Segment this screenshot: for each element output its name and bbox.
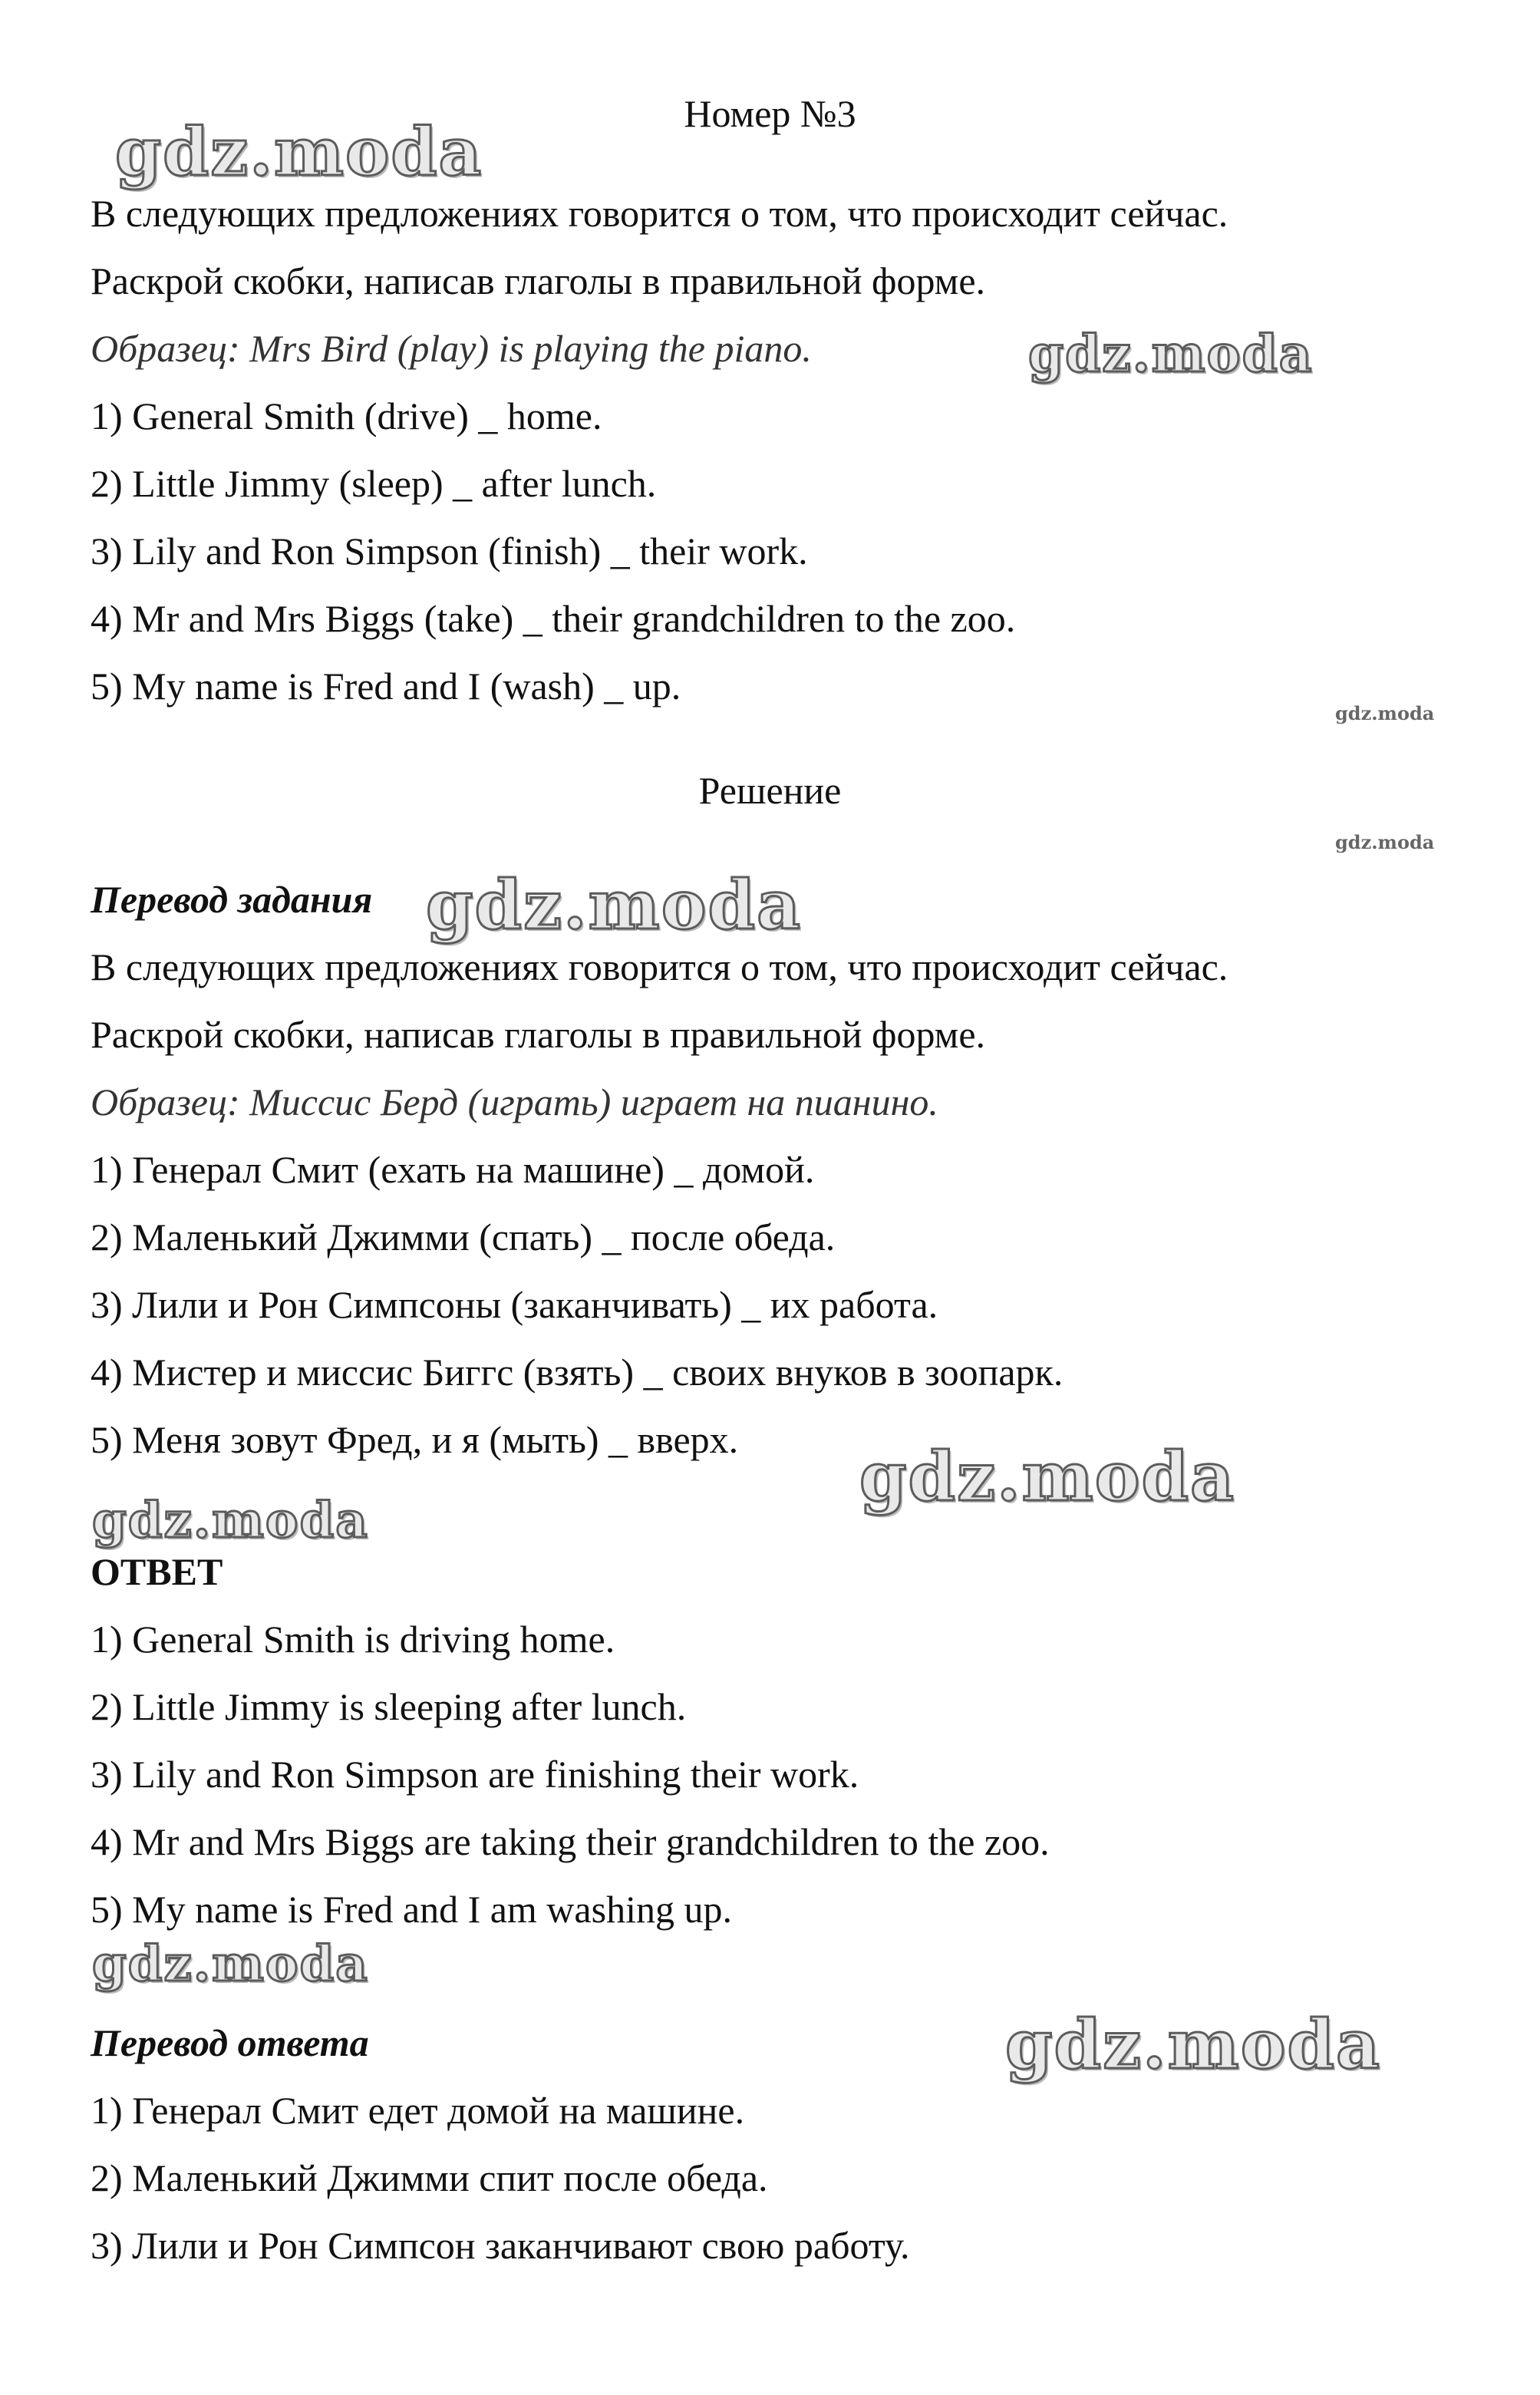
task-item: 2) Little Jimmy (sleep) _ after lunch. xyxy=(91,462,657,505)
answer-translation-item: 1) Генерал Смит едет домой на машине. xyxy=(91,2089,745,2132)
translation-item: 5) Меня зовут Фред, и я (мыть) _ вверх. xyxy=(91,1418,739,1461)
task-example: Образец: Mrs Bird (play) is playing the piano. xyxy=(91,327,812,370)
translation-heading: Перевод задания xyxy=(91,878,373,921)
translation-item: 4) Мистер и миссис Биггс (взять) _ своих внуков в зоопарк. xyxy=(91,1351,1063,1394)
answer-item: 2) Little Jimmy is sleeping after lunch. xyxy=(91,1685,687,1728)
task-item: 3) Lily and Ron Simpson (finish) _ their work. xyxy=(91,529,808,572)
page-title: Номер №3 xyxy=(684,92,856,135)
answer-item: 1) General Smith is driving home. xyxy=(91,1618,615,1661)
watermark-medium: gdz.moda xyxy=(92,1492,369,1549)
watermark-large: gdz.moda xyxy=(859,1437,1236,1516)
answer-item: 4) Mr and Mrs Biggs are taking their grandchildren to the zoo. xyxy=(91,1820,1050,1863)
task-instruction-2: Раскрой скобки, написав глаголы в правильной форме. xyxy=(91,259,986,302)
translation-item: 1) Генерал Смит (ехать на машине) _ домой. xyxy=(91,1148,815,1191)
watermark-large: gdz.moda xyxy=(1005,2004,1382,2084)
watermark-medium: gdz.moda xyxy=(1028,324,1314,384)
translation-instruction-2: Раскрой скобки, написав глаголы в правильной форме. xyxy=(91,1013,986,1056)
answer-translation-item: 2) Маленький Джимми спит после обеда. xyxy=(91,2156,768,2199)
watermark-medium: gdz.moda xyxy=(92,1935,369,1993)
watermark-tiny: gdz.moda xyxy=(1335,831,1435,853)
watermark-tiny: gdz.moda xyxy=(1335,702,1435,724)
watermark-large: gdz.moda xyxy=(426,865,803,945)
translation-instruction-1: В следующих предложениях говорится о том, что происходит сейчас. xyxy=(91,945,1228,988)
answer-heading: ОТВЕТ xyxy=(91,1550,223,1593)
answer-item: 5) My name is Fred and I am washing up. xyxy=(91,1888,732,1931)
solution-heading: Решение xyxy=(698,769,842,812)
translation-item: 2) Маленький Джимми (спать) _ после обеда. xyxy=(91,1216,836,1259)
answer-item: 3) Lily and Ron Simpson are finishing their work. xyxy=(91,1753,859,1796)
answer-translation-heading: Перевод ответа xyxy=(91,2021,369,2064)
translation-example: Образец: Миссис Берд (играть) играет на пианино. xyxy=(91,1080,938,1123)
task-item: 4) Mr and Mrs Biggs (take) _ their grandchildren to the zoo. xyxy=(91,597,1016,640)
task-item: 1) General Smith (drive) _ home. xyxy=(91,394,602,437)
task-item: 5) My name is Fred and I (wash) _ up. xyxy=(91,665,681,708)
task-instruction-1: В следующих предложениях говорится о том, что происходит сейчас. xyxy=(91,192,1228,235)
translation-item: 3) Лили и Рон Симпсоны (заканчивать) _ их работа. xyxy=(91,1283,938,1326)
watermark-large: gdz.moda xyxy=(115,114,483,191)
answer-translation-item: 3) Лили и Рон Симпсон заканчивают свою работу. xyxy=(91,2224,910,2267)
